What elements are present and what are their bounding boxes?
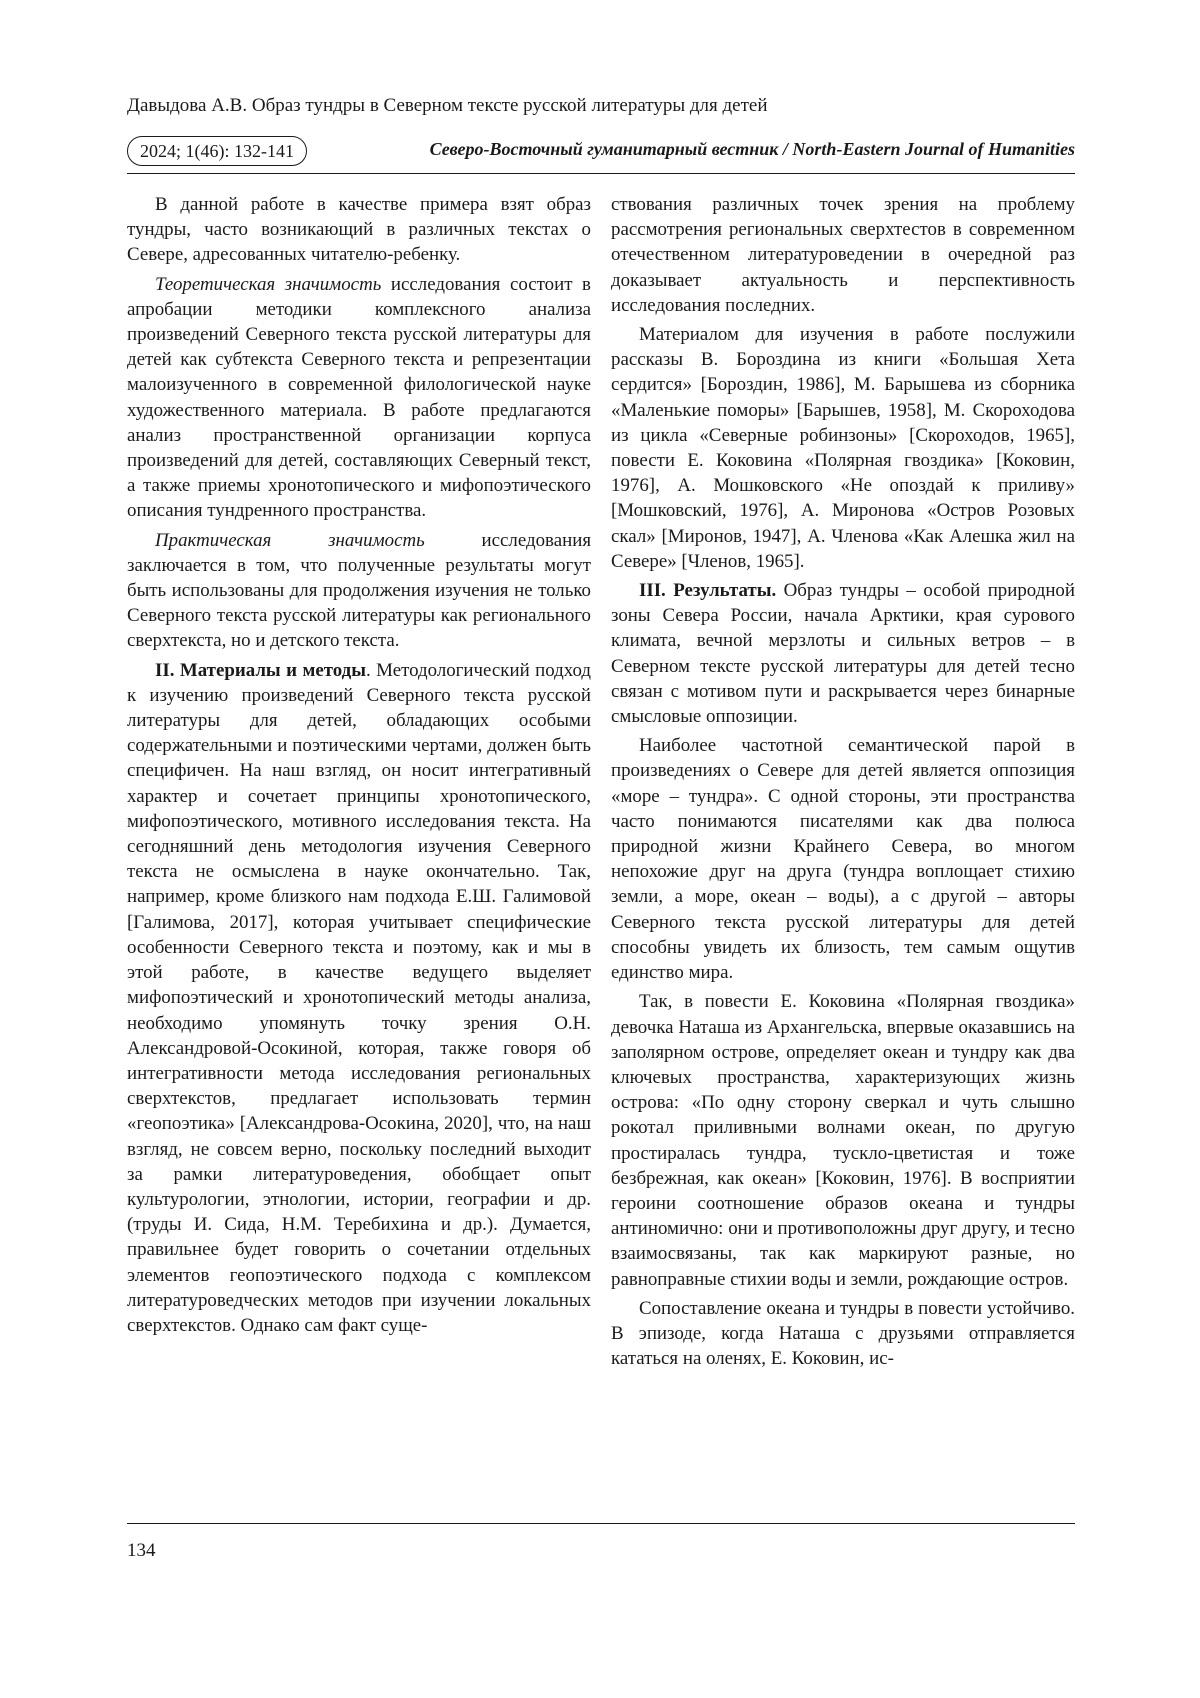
paragraph: Материалом для изучения в работе послужили рассказы В. Бороздина из книги «Большая Хета сердится» [Бороздин, 1986], М. Барышева из сборника «Маленькие поморы» [Барышев, 1958], М. Скороходова из цикла «Северные робинзоны» [Скороходов, 1965], повести Е. Коковина «Полярная гвоздика» [Коковин, 1976], А. Мошковского «Не опоздай к приливу» [Мошковский, 1976], А. Миронова «Остров Розовых скал» [Миронов, 1947], А. Членова «Как Алешка жил на Севере» [Членов, 1965].: [611, 324, 1075, 572]
page-number: 134: [127, 1540, 156, 1561]
right-column: [611, 192, 1075, 1375]
journal-title: Северо-Восточный гуманитарный вестник / North-Eastern Journal of Humanities: [429, 139, 1075, 159]
running-header-title: Давыдова А.В. Образ тундры в Северном тексте русской литературы для детей: [127, 95, 768, 116]
paragraph: III. Результаты. Образ тундры – особой природной зоны Севера России, начала Арктики, края сурового климата, вечной мерзлоты и сильных ветров – в Северном тексте русской литературы для детей тесно связан с мотивом пути и раскрывается через бинарные смысловые оппозиции.: [611, 580, 1075, 728]
emphasis: Практическая значимость: [155, 529, 425, 551]
paragraph: Теоретическая значимость исследования состоит в апробации методики комплексного анализа произведений Северного текста русской литературы для детей как субтекста Северного текста и репрезентации малоизученного в современной филологической науке художественного материала. В работе предлагаются анализ пространственной организации корпуса произведений для детей, составляющих Северный текст, а также приемы хронотопического и мифопоэтического описания тундренного пространства.: [127, 273, 591, 522]
emphasis: Теоретическая значимость: [155, 273, 382, 295]
paragraph: В данной работе в качестве примера взят образ тундры, часто возникающий в различных текстах о Севере, адресованных читателю-ребенку.: [127, 194, 591, 266]
paragraph: II. Материалы и методы. Методологический подход к изучению произведений Северного текста русской литературы для детей, обладающих особыми содержательными и поэтическими чертами, должен быть специфичен. На наш взгляд, он носит интегративный характер и сочетает принципы хронотопического, мифопоэтического, мотивного исследования текста. На сегодняшний день методология изучения Северного текста не осмыслена в науке окончательно. Так, например, кроме близкого нам подхода Е.Ш. Галимовой [Галимова, 2017], которая учитывает специфические особенности Северного текста и поэтому, как и мы в этой работе, в качестве ведущего выделяет мифопоэтический и хронотопический методы анализа, необходимо упомянуть точку зрения О.Н. Александровой-Осокиной, которая, также говоря об интегративности метода исследования региональных сверхтекстов, предлагает использовать термин «геопоэтика» [Александрова-Осокина, 2020], что, на наш взгляд, не совсем верно, поскольку последний выходит за рамки литературоведения, обобщает опыт культурологии, этнологии, истории, географии и др. (труды И. Сида, Н.М. Теребихина и др.). Думается, правильнее будет говорить о сочетании отдельных элементов геопоэтического подхода с комплексом литературоведческих методов при изучении локальных сверхтекстов. Однако сам факт суще-: [127, 659, 592, 1336]
section-heading: II. Материалы и методы: [155, 659, 366, 681]
section-heading: III. Результаты.: [639, 580, 777, 602]
paragraph: Сопоставление океана и тундры в повести устойчиво. В эпизоде, когда Наташа с друзьями отправляется кататься на оленях, Е. Коковин, ис-: [611, 1297, 1075, 1370]
header-rule: [127, 173, 1075, 174]
paragraph: Практическая значимость исследования заключается в том, что полученные результаты могут быть использованы для продолжения изучения не только Северного текста русской литературы как регионального сверхтекста, но и детского текста.: [127, 529, 592, 652]
paragraph: ствования различных точек зрения на проблему рассмотрения региональных сверхтестов в современном отечественном литературоведении в очередной раз доказывает актуальность и перспективность исследования последних.: [611, 194, 1075, 316]
paragraph: Наиболее частотной семантической парой в произведениях о Севере для детей является оппозиция «море – тундра». С одной стороны, эти пространства часто понимаются писателями как два полюса природной жизни Крайнего Севера, во многом непохожие друг на друга (тундра воплощает стихию земли, а море, океан – воды), а с другой – авторы Северного текста русской литературы для детей способны увидеть их близость, тем самым ощутив единство мира.: [611, 735, 1075, 984]
footer-rule: [127, 1523, 1075, 1524]
running-header-journal-line: [127, 136, 1075, 166]
issue-badge: 2024; 1(46): 132-141: [127, 136, 307, 166]
paragraph: Так, в повести Е. Коковина «Полярная гвоздика» девочка Наташа из Архангельска, впервые оказавшись на заполярном острове, определяет океан и тундру как два ключевых пространства, характеризующих жизнь острова: «По одну сторону сверкал и чуть слышно рокотал приливными волнами океан, по другую простиралась тундра, тускло-цветистая и тоже безбрежная, как океан» [Коковин, 1976]. В восприятии героини соотношение образов океана и тундры антиномично: они и противоположны друг другу, и тесно взаимосвязаны, так как маркируют разные, но равноправные стихии воды и земли, рождающие остров.: [611, 991, 1075, 1290]
left-column: [127, 192, 591, 1342]
